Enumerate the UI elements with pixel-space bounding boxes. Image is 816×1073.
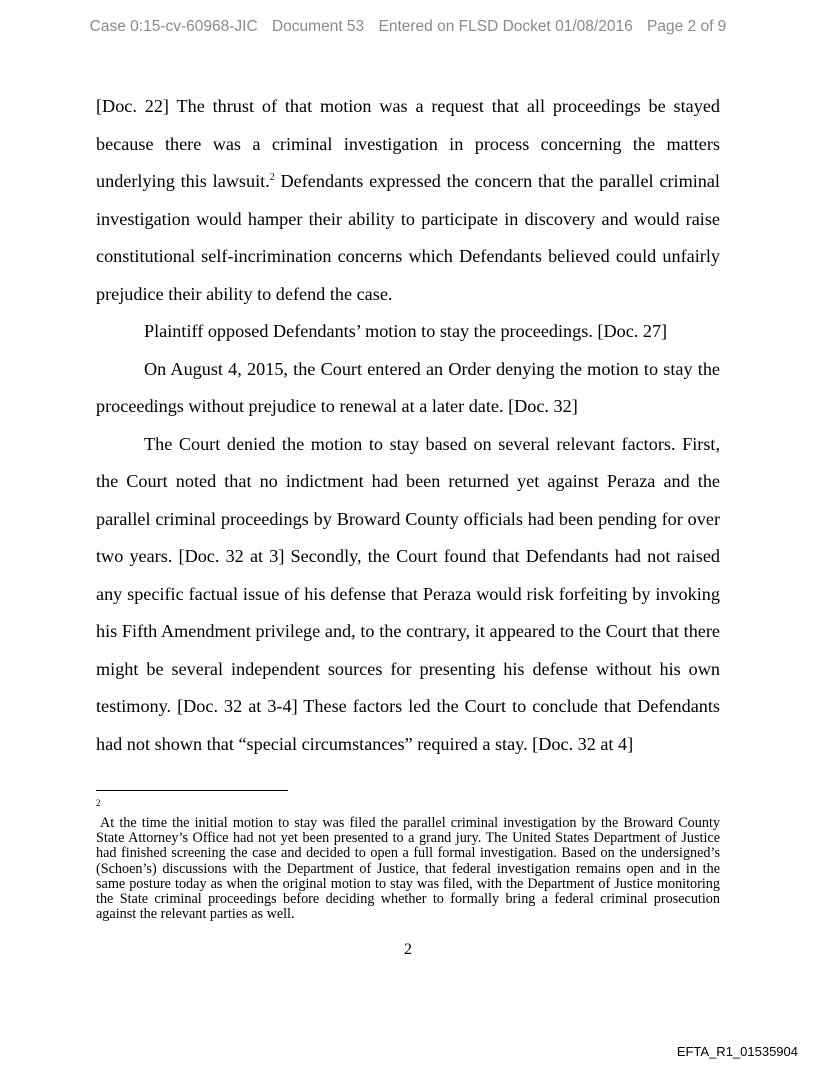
footnote-number: 2 (96, 798, 101, 808)
page-indicator: Page 2 of 9 (647, 18, 727, 35)
footnote-reference: 2 (269, 172, 275, 183)
paragraph-3: On August 4, 2015, the Court entered an Order denying the motion to stay the proceedings without prejudice to renewal at a later date. [Doc. 32] (96, 358, 720, 416)
docket-entry: Entered on FLSD Docket 01/08/2016 (378, 18, 633, 35)
case-number: Case 0:15-cv-60968-JIC (89, 18, 258, 35)
footnote-text: At the time the initial motion to stay was filed the parallel criminal investigation by the Broward County State Attorney’s Office had not yet been presented to a grand jury. The United States Department of Justice had finished screening the case and decided to open a full formal investigation. Based on the undersigned’s (Schoen’s) discussions with the Department of Justice, that federal investigation remains open and in the same posture today as when the original motion to stay was filed, with the Department of Justice monitoring the State criminal proceedings before deciding whether to formally bring a federal criminal prosecution against the relevant parties as well. (96, 815, 720, 923)
bates-number: EFTA_R1_01535904 (676, 1044, 798, 1059)
body-text (96, 88, 720, 763)
paragraph-4: The Court denied the motion to stay based on several relevant factors. First, the Court noted that no indictment had been returned yet against Peraza and the parallel criminal proceedings by Broward County officials had been pending for over two years. [Doc. 32 at 3] Secondly, the Court found that Defendants had not raised any specific factual issue of his defense that Peraza would risk forfeiting by invoking his Fifth Amendment privilege and, to the contrary, it appeared to the Court that there might be several independent sources for presenting his defense without his own testimony. [Doc. 32 at 3-4] These factors led the Court to conclude that Defendants had not shown that “special circumstances” required a stay. [Doc. 32 at 4] (96, 433, 720, 754)
footnote-separator (96, 790, 288, 791)
paragraph-1 (96, 88, 720, 313)
document-number: Document 53 (271, 18, 365, 35)
page-number: 2 (404, 941, 412, 958)
paragraph-1-continuation: Defendants expressed the concern that the parallel criminal investigation would hamper their ability to participate in discovery and would raise constitutional self-incrimination concerns which Defendants believed could unfairly prejudice their ability to defend the case. (96, 171, 720, 304)
paragraph-2: Plaintiff opposed Defendants’ motion to stay the proceedings. [Doc. 27] (144, 321, 668, 341)
paragraph-1-text: [Doc. 22] The thrust of that motion was a request that all proceedings be stayed because there was a criminal investigation in process concerning the matters underlying this lawsuit. (96, 96, 720, 191)
court-filing-header (0, 18, 816, 36)
